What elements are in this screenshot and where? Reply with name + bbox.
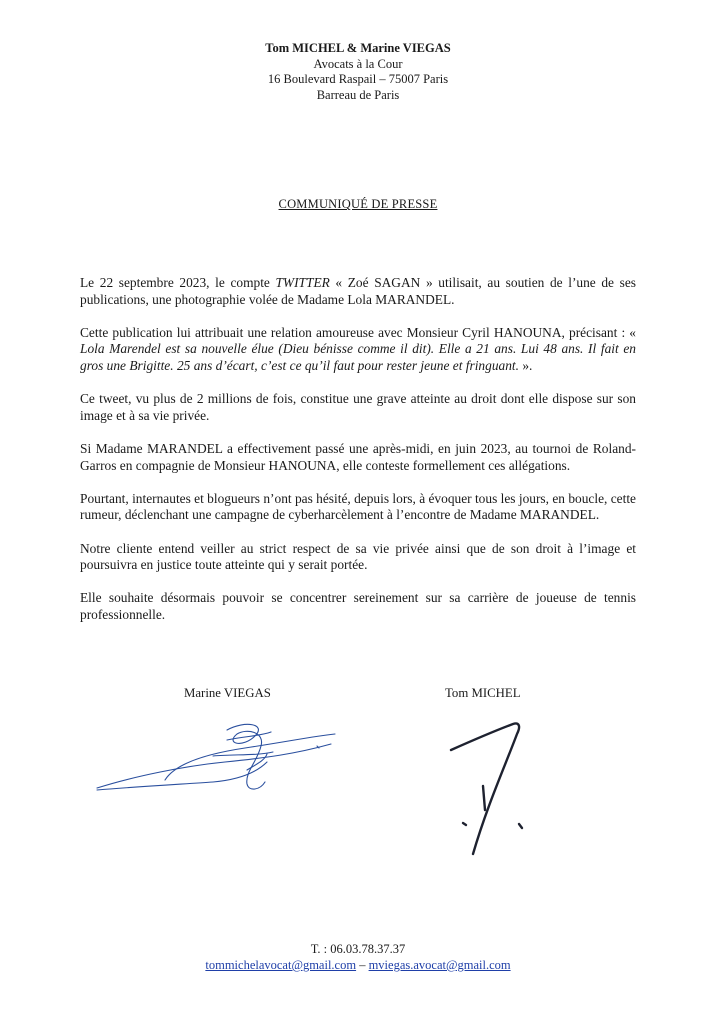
paragraph-3: Ce tweet, vu plus de 2 millions de fois, constitue une grave atteinte au droit dont elle dispose sur son image et à sa vie privée. [80, 391, 636, 423]
signatory-left-name: Marine VIEGAS [184, 686, 271, 700]
signature-right-stroke-3 [463, 823, 466, 825]
paragraph-2-part-a: Cette publication lui attribuait une relation amoureuse avec Monsieur Cyril HANOUNA, précisant : « [80, 324, 636, 340]
email-link-michel[interactable]: tommichelavocat@gmail.com [205, 958, 357, 972]
email-link-viegas[interactable]: mviegas.avocat@gmail.com [368, 958, 511, 972]
paragraph-5: Pourtant, internautes et blogueurs n’ont pas hésité, depuis lors, à évoquer tous les jours, en boucle, cette rumeur, déclenchant une campagne de cyberharcèlement à l’encontre de Madame MARANDEL. [80, 490, 636, 523]
signatory-right-name: Tom MICHEL [445, 686, 521, 700]
firm-title: Avocats à la Cour [313, 56, 403, 71]
document-title: COMMUNIQUÉ DE PRESSE [278, 197, 438, 211]
paragraph-4: Si Madame MARANDEL a effectivement passé une après-midi, en juin 2023, au tournoi de Roland-Garros en compagnie de Monsieur HANOUNA, elle conteste formellement ces allégations. [80, 440, 636, 473]
paragraph-7: Elle souhaite désormais pouvoir se concentrer sereinement sur sa carrière de joueuse de tennis professionnelle. [80, 590, 636, 622]
paragraph-6: Notre cliente entend veiller au strict respect de sa vie privée ainsi que de son droit à l’image et poursuivra en justice toute atteinte qui y serait portée. [80, 540, 636, 573]
press-release-body [80, 275, 636, 640]
paragraph-1-part-c: « Zoé SAGAN » utilisait, au soutien de l’une de ses publications, une photographie volée de Madame Lola MARANDEL. [80, 275, 636, 307]
footer-phone: T. : 06.03.78.37.37 [310, 942, 406, 956]
firm-bar: Barreau de Paris [316, 87, 400, 102]
signature-left-stroke-2 [97, 762, 267, 790]
signature-left-stroke-5 [227, 732, 271, 740]
signature-left-image [95, 714, 340, 799]
signature-right-stroke-1 [451, 723, 519, 854]
email-separator: – [356, 958, 369, 972]
paragraph-1-twitter: TWITTER [275, 275, 330, 290]
signature-right-stroke-2 [483, 786, 485, 810]
paragraph-2-part-c: ». [518, 357, 533, 373]
paragraph-1-part-a: Le 22 septembre 2023, le compte [80, 275, 276, 290]
paragraph-2-quote: Lola Marendel est sa nouvelle élue (Dieu bénisse comme il dit). Elle a 21 ans. Lui 48 ans. Il fait en gros une Brigitte. 25 ans d’écart, c’est ce qu’il faut pour rester jeune et fringuant. [80, 341, 636, 373]
footer-emails [0, 957, 716, 973]
firm-name: Tom MICHEL & Marine VIEGAS [265, 41, 451, 55]
signature-right-image [445, 716, 535, 861]
paragraph-1 [80, 275, 636, 308]
paragraph-2 [80, 325, 636, 375]
signature-right-stroke-4 [519, 824, 522, 828]
footer-contact [0, 941, 716, 973]
firm-address: 16 Boulevard Raspail – 75007 Paris [267, 72, 449, 86]
letterhead [0, 41, 716, 103]
